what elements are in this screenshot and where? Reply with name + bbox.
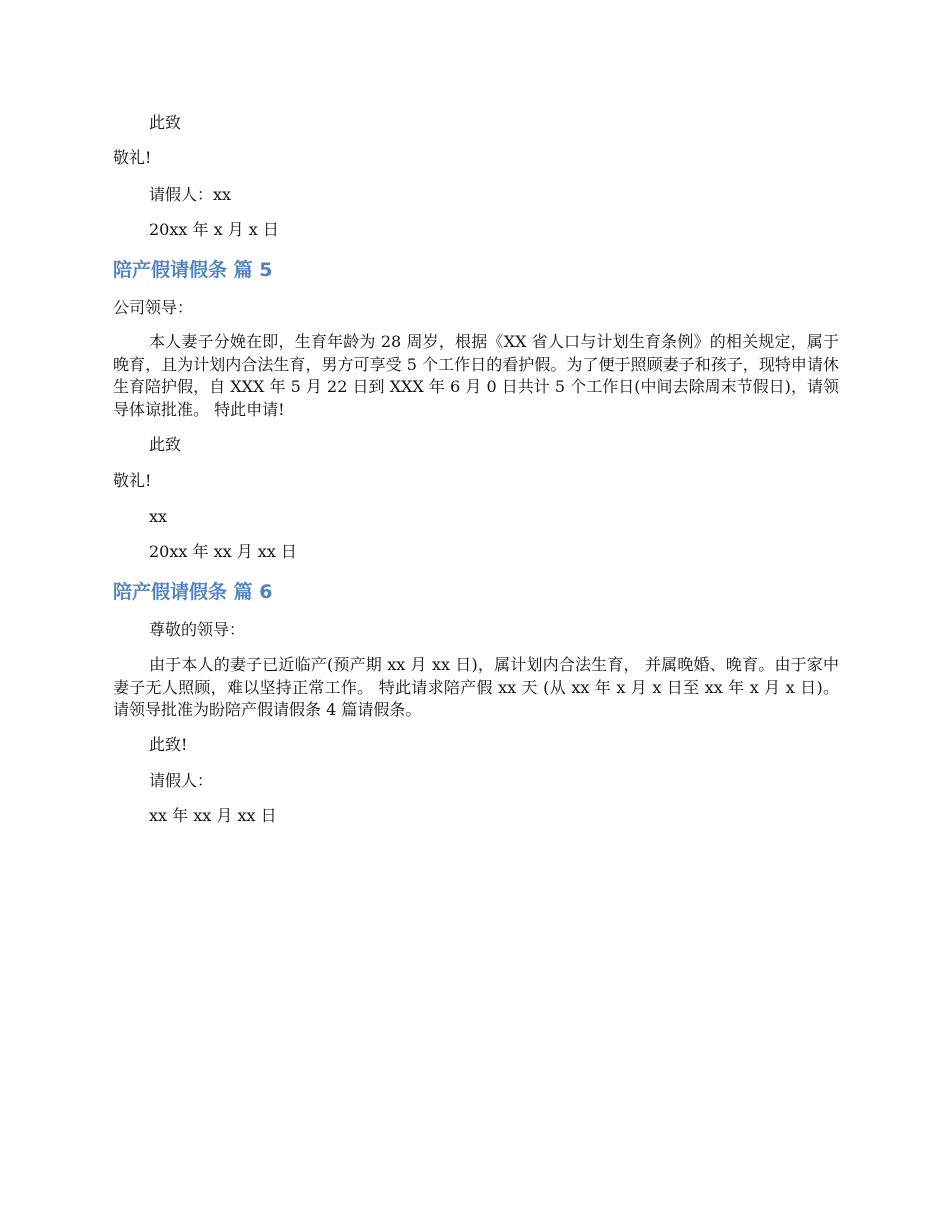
closing-text: 此致 bbox=[149, 113, 182, 132]
signer-text: xx bbox=[149, 507, 168, 526]
date-text: xx 年 xx 月 xx 日 bbox=[149, 806, 277, 825]
date-text: 20xx 年 x 月 x 日 bbox=[149, 220, 279, 239]
closing-text: 此致! bbox=[149, 735, 188, 754]
body-paragraph: 由于本人的妻子已近临产(预产期 xx 月 xx 日)，属计划内合法生育， 并属晚婚、晚育。由于家中妻子无人照顾，难以坚持正常工作。 特此请求陪产假 xx 天 (从 xx 年 x 月 x 日至 xx 年 x 月 x 日)。请领导批准为盼陪产假请假条 4 篇请假条。 bbox=[113, 655, 839, 719]
closing-text: 此致 bbox=[149, 435, 182, 454]
body-paragraph: 本人妻子分娩在即，生育年龄为 28 周岁，根据《XX 省人口与计划生育条例》的相关规定，属于晚育，且为计划内合法生育，男方可享受 5 个工作日的看护假。为了便于照顾妻子和孩子，现特申请休生育陪护假，自 XXX 年 5 月 22 日到 XXX 年 6 月 0 日共计 5 个工作日(中间去除周末节假日)，请领导体谅批准。 特此申请! bbox=[113, 332, 839, 419]
section-heading-5: 陪产假请假条 篇 5 bbox=[113, 259, 273, 281]
signer-text: 请假人：xx bbox=[149, 185, 232, 204]
salutation-text: 敬礼! bbox=[113, 471, 152, 490]
section-heading-6: 陪产假请假条 篇 6 bbox=[113, 581, 273, 603]
date-text: 20xx 年 xx 月 xx 日 bbox=[149, 542, 297, 561]
signer-text: 请假人： bbox=[149, 771, 214, 790]
salutation-text: 敬礼! bbox=[113, 148, 152, 167]
addressee-text: 公司领导： bbox=[113, 298, 194, 317]
addressee-text: 尊敬的领导： bbox=[149, 620, 246, 639]
